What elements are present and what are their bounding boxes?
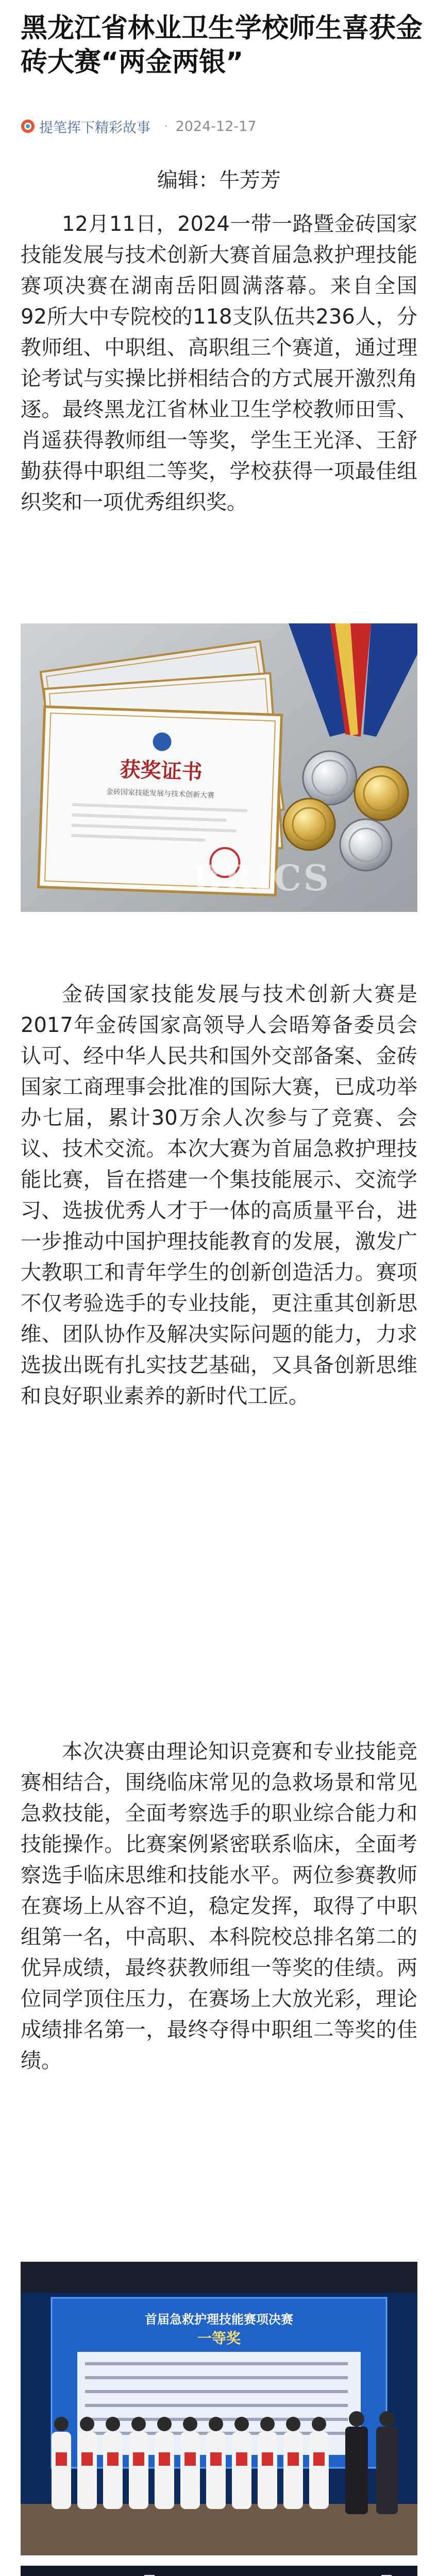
editor-line: 编辑：牛芳芳	[157, 168, 281, 192]
source-link[interactable]: 提笔挥下精彩故事	[39, 120, 150, 136]
certificate-title: 获奖证书	[119, 757, 203, 785]
ceremony-photo-second-prize	[21, 2566, 417, 2576]
ceremony-image-2	[21, 2566, 417, 2576]
paragraph-3: 本次决赛由理论知识竞赛和专业技能竞赛相结合，围绕临床常见的急救场景和常见急救技能，全面考察选手的职业综合能力和技能操作。比赛案例紧密联系临床，全面考察选手临床思维和技能水平。两位参赛教师在赛场上从容不迫，稳定发挥，取得了中职组第一名，中高职、本科院校总排名第二的优异成绩，最终获教师组一等奖的佳绩。两位同学顶住压力，在赛场上大放光彩，理论成绩排名第一，最终夺得中职组二等奖的佳绩。	[21, 1740, 417, 2073]
stage-banner: 首届急救护理技能赛项决赛	[145, 2312, 293, 2327]
author-avatar-icon[interactable]	[21, 119, 35, 133]
award-level: 一等奖	[197, 2330, 241, 2347]
paragraph-1: 12月11日，2024一带一路暨金砖国家技能发展与技术创新大赛首届急救护理技能赛项决赛在湖南岳阳圆满落幕。来自全国92所大中专院校的118支队伍共236人，分教师组、中职组、高职组三个赛道，通过理论考试与实操比拼相结合的方式展开激烈角逐。最终黑龙江省林业卫生学校教师田雪、肖遥获得教师组一等奖，学生王光泽、王舒勤获得中职组二等奖，学校获得一项最佳组织奖和一项优秀组织奖。	[21, 212, 417, 514]
paragraph-2: 金砖国家技能发展与技术创新大赛是2017年金砖国家高领导人会晤筹备委员会认可、经中华人民共和国外交部备案、金砖国家工商理事会批准的国际大赛，已成功举办七届，累计30万余人次参与了竞赛、会议、技术交流。本次大赛为首届急救护理技能比赛，旨在搭建一个集技能展示、交流学习、选拔优秀人才于一体的高质量平台，进一步推动中国护理技能教育的发展，激发广大教职工和青年学生的创新创造活力。赛项不仅考验选手的专业技能，更注重其创新思维、团队协作及解决实际问题的能力，力求选拔出既有扎实技艺基础，又具备创新思维和良好职业素养的新时代工匠。	[21, 982, 417, 1408]
article-meta	[21, 116, 257, 137]
publish-date: 2024-12-17	[175, 118, 257, 134]
meta-separator: ·	[164, 118, 169, 134]
ceremony-image-1	[21, 2262, 417, 2555]
ceremony-photo-first-prize	[21, 2262, 417, 2555]
brics-watermark: BRICS	[192, 858, 331, 899]
article-title: 黑龙江省林业卫生学校师生喜获金砖大赛“两金两银”	[21, 13, 423, 78]
certificates-photo	[21, 623, 417, 912]
certificate-org: 金砖国家技能发展与技术创新大赛	[106, 788, 215, 800]
